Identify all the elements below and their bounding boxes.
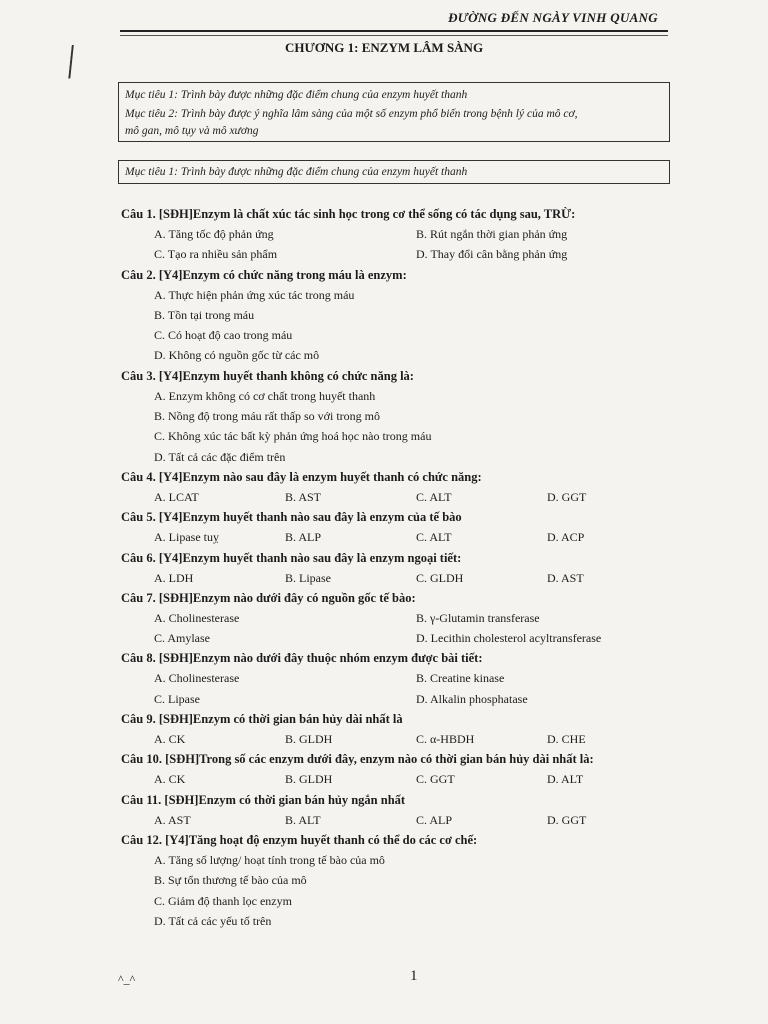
option-b: B. ALP [285,530,322,545]
option-a: A. Lipase tuỵ [154,530,219,545]
question-stem: Câu 10. [SĐH]Trong số các enzym dưới đây, enzym nào có thời gian bán hủy dài nhất là: [121,752,594,767]
question-6 [121,548,681,588]
option-a: A. AST [154,812,191,827]
question-stem: Câu 5. [Y4]Enzym huyết thanh nào sau đây là enzym của tế bào [121,510,462,525]
option-list [121,527,681,547]
objective-line: Mục tiêu 2: Trình bày được ý nghĩa lâm sàng của một số enzym phổ biến trong bệnh lý của mô cơ, [125,108,578,120]
option-list [121,386,681,467]
option-b: B. Rút ngắn thời gian phản ứng [416,227,568,241]
question-10 [121,749,681,789]
option-c: C. GLDH [416,570,464,585]
footer-mark: ^_^ [118,972,136,986]
option-a: A. Tăng tốc độ phản ứng [154,227,274,241]
question-2 [121,265,681,366]
option-list [121,487,681,507]
option-b: B. Creatine kinase [416,671,505,686]
option-d: D. AST [547,570,584,585]
question-stem: Câu 11. [SĐH]Enzym có thời gian bán hủy ngắn nhất [121,792,406,807]
header-title: ĐƯỜNG ĐẾN NGÀY VINH QUANG [448,10,658,25]
option-d: D. CHE [547,732,586,747]
option-c: C. ALT [416,530,452,545]
option-b: B. Tồn tại trong máu [154,307,255,322]
question-stem: Câu 7. [SĐH]Enzym nào dưới đây có nguồn gốc tế bào: [121,590,416,605]
option-d: D. Lecithin cholesterol acyltransferase [416,631,602,646]
option-c: C. Amylase [154,631,210,646]
chapter-title: CHƯƠNG 1: ENZYM LÂM SÀNG [284,40,484,55]
option-d: D. ACP [547,530,585,545]
option-d: D. Tất cả các yếu tố trên [154,913,272,928]
question-stem: Câu 4. [Y4]Enzym nào sau đây là enzym huyết thanh có chức năng: [121,469,482,484]
question-stem: Câu 1. [SĐH]Enzym là chất xúc tác sinh học trong cơ thể sống có tác dụng sau, TRỪ: [121,207,576,221]
section-objective-box: Mục tiêu 1: Trình bày được những đặc điểm chung của enzym huyết thanh [118,160,670,184]
option-a: A. Tăng số lượng/ hoạt tính trong tế bào của mô [154,852,385,867]
option-a: A. Cholinesterase [154,671,240,686]
option-list [121,668,681,709]
option-list [121,769,681,789]
objectives-box [118,82,670,142]
option-d: D. ALT [547,772,584,787]
question-11 [121,790,681,830]
objective-line: Mục tiêu 1: Trình bày được những đặc điểm chung của enzym huyết thanh [125,89,468,101]
option-c: C. α-HBDH [416,732,475,747]
question-stem: Câu 9. [SĐH]Enzym có thời gian bán hủy dài nhất là [121,712,403,727]
option-c: C. Tạo ra nhiều sản phẩm [154,247,278,262]
question-1 [121,204,681,265]
question-stem: Câu 12. [Y4]Tăng hoạt độ enzym huyết thanh có thể do các cơ chế: [121,832,478,847]
option-d: D. GGT [547,489,587,504]
option-list [121,810,681,830]
option-a: A. Enzym không có cơ chất trong huyết thanh [154,388,376,403]
option-b: B. ALT [285,812,321,827]
option-c: C. GGT [416,772,455,787]
option-list [121,729,681,749]
option-c: C. Lipase [154,691,200,706]
option-b: B. Nồng độ trong máu rất thấp so với trong mô [154,409,380,424]
question-8 [121,648,681,709]
question-list [121,204,681,931]
question-stem: Câu 3. [Y4]Enzym huyết thanh không có chức năng là: [121,368,414,383]
option-c: C. ALT [416,489,452,504]
question-stem: Câu 2. [Y4]Enzym có chức năng trong máu là enzym: [121,267,407,282]
option-a: A. LDH [154,570,194,585]
question-3 [121,366,681,467]
option-c: C. ALP [416,812,453,827]
header-rule-thin [120,35,668,36]
option-a: A. LCAT [154,489,199,504]
question-5 [121,507,681,547]
question-9 [121,709,681,749]
option-list [121,224,681,265]
option-b: B. GLDH [285,732,333,747]
header-rule [120,30,668,32]
option-b: B. Lipase [285,570,331,585]
option-d: D. Không có nguồn gốc từ các mô [154,348,320,363]
option-a: A. Cholinesterase [154,610,240,625]
page-number: 1 [410,968,418,984]
question-12 [121,830,681,931]
option-b: B. AST [285,489,322,504]
option-a: A. CK [154,772,186,787]
option-d: D. Thay đổi cân bằng phản ứng [416,247,568,262]
option-b: B. Sự tổn thương tế bào của mô [154,873,307,888]
option-list [121,850,681,931]
option-a: A. CK [154,732,186,747]
option-d: D. Alkalin phosphatase [416,691,528,706]
question-stem: Câu 8. [SĐH]Enzym nào dưới đây thuộc nhóm enzym được bài tiết: [121,651,483,666]
option-list [121,285,681,366]
option-b: B. GLDH [285,772,333,787]
question-stem: Câu 6. [Y4]Enzym huyết thanh nào sau đây là enzym ngoại tiết: [121,550,462,565]
option-a: A. Thực hiện phản ứng xúc tác trong máu [154,287,355,302]
option-list [121,568,681,588]
option-list [121,608,681,649]
option-c: C. Có hoạt độ cao trong máu [154,328,293,343]
option-d: D. Tất cả các đặc điểm trên [154,449,286,464]
question-4 [121,467,681,507]
option-d: D. GGT [547,812,587,827]
option-c: C. Không xúc tác bất kỳ phản ứng hoá học nào trong máu [154,429,432,444]
question-7 [121,588,681,649]
objective-line: mô gan, mô tụy và mô xương [125,125,259,137]
option-b: B. γ-Glutamin transferase [416,610,540,625]
option-c: C. Giảm độ thanh lọc enzym [154,893,292,908]
